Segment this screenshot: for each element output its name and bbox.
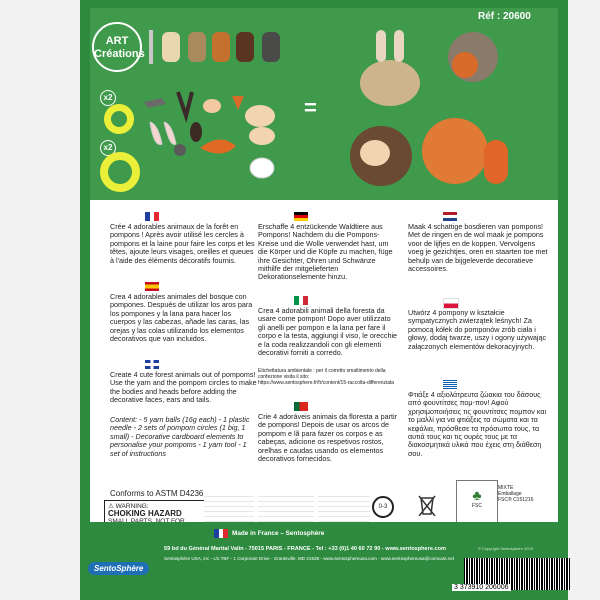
usa-address: Sentosphère USA, inc - c/o TBF - 1 Corporate Drive - Grantsville, MD 21536 - www.sentosphereusa.com - www.sentosphereusa@comcast.net	[164, 556, 455, 561]
fox-tail-icon	[200, 139, 236, 153]
text-es: Crea 4 adorables animales del bosque con pompones. Después de utilizar los aros para los pompones y la lana para hacer los cuerpos y las cabezas, añade las caras, las orejas y las colas utilizando los elementos decorativos que van incluidos.	[110, 292, 253, 344]
made-in-france: Made in France – Sentosphère	[232, 530, 325, 537]
bird-legs-icon	[178, 92, 192, 116]
age-warning-icon: 0-3	[372, 496, 394, 518]
text-nl: Maak 4 schattige bosdieren van pompons! Met de ringen en de wol maak je pompons voor de lijfjes en de koppen. Vervolgens voeg je gezichtjes, oren en staarten toe met behulp van de bijgeleverde decoratieve accessoires.	[408, 222, 548, 274]
bird-beak-icon	[144, 98, 166, 108]
multilingual-warnings-3	[318, 492, 370, 522]
hedgehog-face-icon	[245, 105, 275, 127]
flag-netherlands-icon	[443, 212, 457, 221]
fsc-details	[498, 485, 533, 503]
flag-france-icon	[145, 212, 159, 221]
recycling-icon	[418, 494, 436, 516]
tree-icon: ♣	[472, 487, 482, 503]
fsc-code: FSC® C151216	[498, 497, 534, 503]
flag-greece-icon	[443, 380, 457, 389]
copyright: © Copyright Sentosphère 2023	[478, 546, 533, 551]
small-pompom-ring-icon	[104, 104, 134, 134]
flag-germany-icon	[294, 212, 308, 221]
brand-logo	[92, 22, 145, 72]
bird-wing-icon	[190, 122, 202, 142]
yarn-ball-tan-icon	[188, 32, 206, 62]
needle-icon	[149, 30, 153, 64]
flag-italy-icon	[294, 296, 308, 305]
multilingual-warnings-1	[204, 492, 254, 522]
squirrel-face-2-icon	[249, 127, 275, 145]
yarn-ball-grey-icon	[262, 32, 280, 62]
text-pt: Crie 4 adoráveis animais da floresta a partir de pompons! Depois de usar os arcos de pompom e lã para fazer os corpos e as cabeças, adicione os respetivos rostos, orelhas e caudas usando os elementos decorativos fornecidos.	[258, 412, 398, 464]
logo-line1: ART	[105, 35, 129, 47]
fox-ears-icon	[232, 96, 244, 110]
barcode-number: 3 373910 206006	[454, 584, 509, 591]
fsc-emballage: Emballage	[498, 491, 522, 497]
fsc-text: FSC	[472, 503, 482, 509]
bunny-face-icon	[250, 158, 274, 178]
fsc-mixte: MIXTE	[498, 485, 514, 491]
decorative-elements	[140, 88, 300, 188]
warning-icon: ⚠	[108, 503, 114, 510]
yarn-ball-orange-icon	[212, 32, 230, 62]
text-pl: Utwórz 4 pompony w kształcie sympatycznych zwierzątek leśnych! Za pomocą kółek do pomponów zrób ciała i głowy, dodaj twarze, uszy i ogony używając załączonych elementów dekoracyjnych.	[408, 308, 547, 351]
text-gr: Φτιάξε 4 αξιολάτρευτα ζώακια του δάσους από φουντίτσες πομ-πον! Αφού χρησιμοποιήσεις τις φουντίτσες πομπον και το μαλλί για να φτιάξεις τα σώματα και τα κεφάλια, πρόσθεσε τα πρόσωπα τους, τα αυτιά τους και τις ουρές τους με τα διακοσμητικά υλικά που έχεις στη διάθεση σου.	[408, 390, 547, 458]
flag-uk-icon	[145, 360, 159, 369]
fsc-logo	[456, 480, 498, 524]
text-en: Create 4 cute forest animals out of pompoms! Use the yarn and the pompom circles to make the bodies and heads before adding the decorative faces, ears and tails.	[110, 370, 257, 405]
equals-sign: =	[304, 95, 317, 120]
text-fr: Crée 4 adorables animaux de la forêt en pompons ! Après avoir utilisé les cercles à pompons et la laine pour faire les corps et les têtes, ajoute leurs visages, oreilles et queues à l'aide des éléments décoratifs fournis.	[110, 222, 255, 265]
text-it-label: Etichettatura ambientale : per il corretto smaltimento della confezione visita il sito: https://www.sentosphere.fr/fr/content/15-raccolta-differenziata	[258, 368, 395, 386]
bunny-pompom-icon	[360, 60, 420, 106]
fox-tail-pompom-icon	[484, 140, 508, 184]
bird-chest-icon	[452, 52, 478, 78]
logo-line2: Créations	[94, 48, 145, 60]
hedgehog-face-pompom-icon	[360, 140, 390, 166]
large-pompom-ring-icon	[100, 152, 140, 192]
astm-label: Conforms to ASTM D4236	[110, 489, 204, 498]
x2-badge: x2	[100, 90, 116, 106]
bird-head-icon	[174, 144, 186, 156]
reference-number: Réf : 20600	[478, 11, 531, 22]
fox-pompom-icon	[422, 118, 488, 184]
text-en-contents: Content: - 5 yarn balls (16g each) - 1 plastic needle - 2 sets of pompom circles (1 big, 1 small) - Decorative cardboard elements to personalise your pompoms - 1 yarn tool - 1 set of instructions	[110, 415, 250, 458]
multilingual-warnings-2	[258, 492, 314, 522]
flag-spain-icon	[145, 282, 159, 291]
bunny-ear-icon-2	[164, 122, 176, 145]
warning-title: WARNING:	[115, 503, 149, 510]
yarn-ball-brown-icon	[236, 32, 254, 62]
flag-portugal-icon	[294, 402, 308, 411]
sentosphere-logo: SentoSphère	[88, 562, 149, 575]
text-it: Crea 4 adorabili animali della foresta da usare come pompon! Dopo aver utilizzato gli anelli per pompon e la lana per fare il corpo e la testa, aggiungi il viso, le orecchie e la coda realizzandoli con gli elementi decorativi forniti a corredo.	[258, 306, 398, 358]
flag-france-footer-icon	[214, 529, 228, 538]
yarn-ball-cream-icon	[162, 32, 180, 62]
bunny-ear-icon	[150, 122, 162, 145]
squirrel-face-icon	[203, 99, 221, 113]
bunny-ear-pompom-icon	[376, 30, 386, 62]
warning-hazard: CHOKING HAZARD	[108, 509, 182, 518]
bunny-ear-pompom-2-icon	[394, 30, 404, 62]
company-address: 59 bd du Général Martial Valin - 75015 PARIS - FRANCE - Tel : +33 (0)1 40 60 72 90 - www.sentosphere.com	[164, 546, 447, 552]
x2-badge-2: x2	[100, 140, 116, 156]
text-de: Erschaffe 4 entzückende Waldtiere aus Pompons! Nachdem du die Pompons-Kreise und die Wolle verwendet hast, um die Körper und die Köpfe zu machen, füge ihre Gesichter, Ohren und Schwänze mithilfe der mitgelieferten Dekorationselemente hinzu.	[258, 222, 393, 282]
